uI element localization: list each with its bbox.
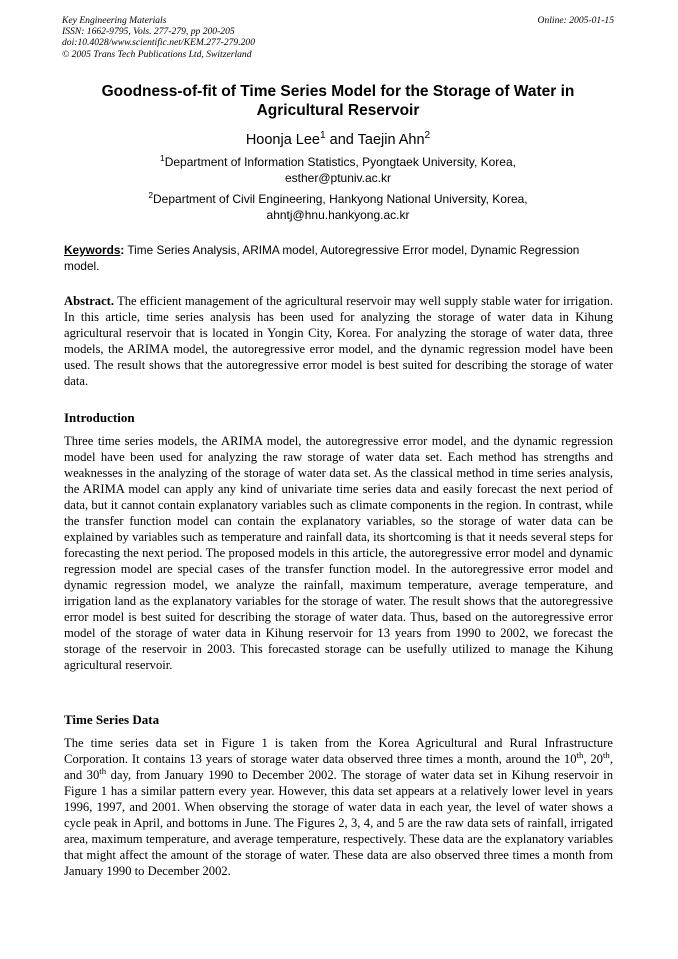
tsd-text-d: day, from January 1990 to December 2002. The storage of water data set in Kihung reservoir in Figure 1 has a similar pattern every year. However, this data set appears at a relatively lower level in years 1996, 1997, and 2001. When observing the storage of water data in each year, the level of water shows a cycle peak in April, and bottoms in June. The Figures 2, 3, 4, and 5 are the raw data sets of rainfall, irrigated area, maximum temperature, and average temperature, respectively. These data are the explanatory variables that might affect the amount of the storage of water. These data are also observed three times a month from January 1990 to December 2002. [64,768,613,878]
author-conjunction: and [325,132,358,148]
introduction-paragraph: Three time series models, the ARIMA model, the autoregressive error model, and the dynamic regression model have been used for analyzing the raw storage of water data set. Each method has strengths and weaknesses in the analyzing of the storage of water data set. As the classical method in time series analysis, the ARIMA model can apply any kind of univariate time series data and easily forecast the next period of data, but it cannot contain explanatory variables such as climate components in the region. In contrast, while the transfer function model can contain the explanatory variables, so the storage of water data can be explained by variables such as temperature and rainfall data, its shortcoming is that it needs several steps for forecasting the next period. The proposed models in this article, the autoregressive error model and dynamic regression model are special cases of the transfer function model. In the autoregressive error model and dynamic regression model, we analyze the rainfall, maximum temperature, average temperature, and irrigation land as the explanatory variables for the storage of water. The result shows that the autoregressive error model is best suited for describing the storage of water data. Thus, based on the autoregressive error model of the storage of water data in Kihung reservoir for 13 years from 1990 to 2002, we forecast the storage of the reservoir in 2003. This forecasted storage can be usefully utilized to manage the Kihung agricultural reservoir. [64,434,613,672]
author-1-affil-mark: 1 [319,130,326,142]
author-2: Taejin Ahn [357,132,425,148]
affiliation-1-name: Department of Information Statistics, Pyongtaek University, Korea, [164,155,516,169]
copyright-line: © 2005 Trans Tech Publications Ltd, Switzerland [62,48,252,60]
paper-title [62,82,614,120]
affiliation-2 [62,191,614,223]
abstract-label: Abstract. [64,294,115,308]
author-2-affil-mark: 2 [424,130,431,142]
introduction-heading: Introduction [64,410,135,425]
time-series-data-section [64,735,613,879]
tsd-sup-a: th [576,749,584,760]
title-line-2: Agricultural Reservoir [256,102,420,119]
keywords-text: Time Series Analysis, ARIMA model, Autoregressive Error model, Dynamic Regression model. [64,243,580,273]
introduction-section [64,433,613,673]
tsd-sup-b: th [602,749,610,760]
affiliation-1-email: esther@ptuniv.ac.kr [284,171,391,185]
online-date: Online: 2005-01-15 [537,15,614,26]
keywords [64,242,613,274]
doi-line: doi:10.4028/www.scientific.net/KEM.277-279.200 [62,37,256,49]
affiliation-2-email: ahntj@hnu.hankyong.ac.kr [266,208,410,222]
keywords-colon: : [120,243,125,257]
author-list [62,131,614,149]
affiliation-2-mark: 2 [148,190,154,200]
title-line-1: Goodness-of-fit of Time Series Model for the Storage of Water in [101,83,575,100]
tsd-text-c: , and 30 [64,752,613,782]
author-1: Hoonja Lee [245,132,320,148]
affiliation-2-name: Department of Civil Engineering, Hankyong National University, Korea, [153,192,528,206]
time-series-data-paragraph [64,735,613,879]
issn-line: ISSN: 1662-9795, Vols. 277-279, pp 200-205 [62,26,235,38]
tsd-text-a: The time series data set in Figure 1 is taken from the Korea Agricultural and Rural Infrastructure Corporation. It contains 13 years of storage water data observed three times a month, around the 10 [64,736,613,766]
time-series-data-heading: Time Series Data [64,712,160,727]
journal-name: Key Engineering Materials [62,15,167,26]
journal-header [62,15,614,60]
abstract-text: The efficient management of the agricultural reservoir may well supply stable water for irrigation. In this article, time series analysis has been used for analyzing the storage of water data in Kihung agricultural reservoir that is located in Yongin City, Korea. For analyzing the storage of water data, three models, the ARIMA model, the autoregressive error model, and the dynamic regression model have been used. The result shows that the autoregressive error model is best suited for describing the storage of water data. [64,294,613,388]
abstract [64,293,613,389]
affiliation-1-mark: 1 [160,153,165,163]
affiliation-1 [62,154,614,186]
keywords-label: Keywords [64,243,121,257]
tsd-sup-c: th [99,765,107,776]
tsd-text-b: , 20 [583,752,603,766]
